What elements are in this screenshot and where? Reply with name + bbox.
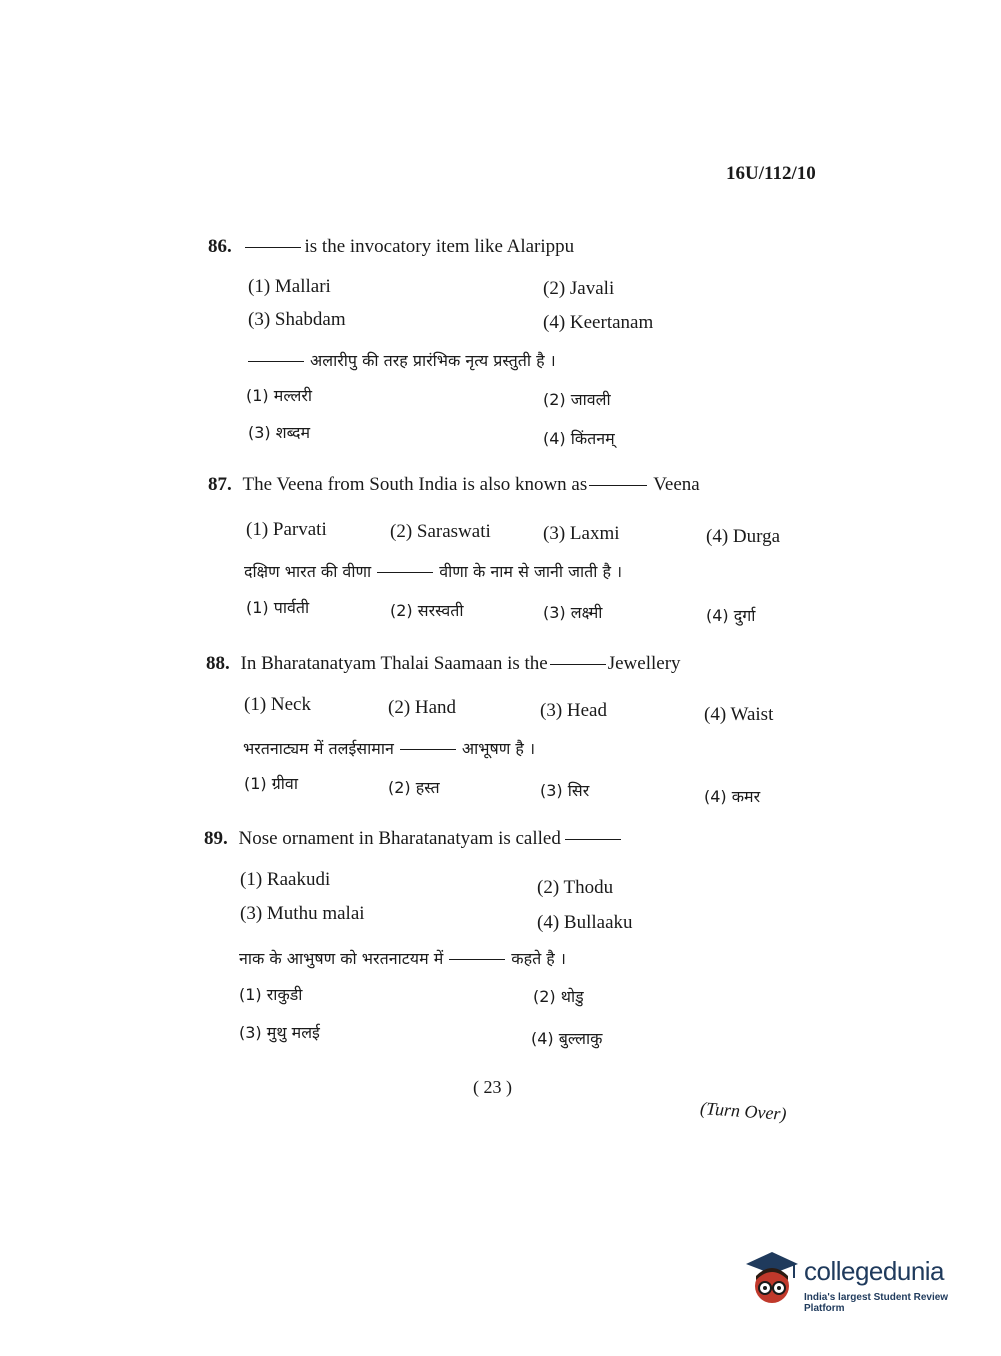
brand-name: collegedunia bbox=[804, 1256, 945, 1286]
q87-option-4: (4) Durga bbox=[706, 526, 781, 547]
q86-hindi-option-3: (3) शब्दम bbox=[248, 423, 311, 442]
q87-question bbox=[208, 474, 700, 496]
q89-hindi-option-4: (4) बुल्लाकु bbox=[531, 1029, 603, 1048]
q88-hindi-option-1: (1) ग्रीवा bbox=[244, 774, 298, 793]
q86-option-3: (3) Shabdam bbox=[248, 309, 346, 330]
q88-option-2: (2) Hand bbox=[388, 697, 457, 718]
q87-option-2: (2) Saraswati bbox=[390, 521, 491, 542]
q87-text-post: Veena bbox=[653, 474, 700, 495]
q86-hindi-blank bbox=[248, 360, 304, 362]
q88-hindi-question bbox=[243, 737, 535, 759]
q87-hindi-option-1: (1) पार्वती bbox=[246, 598, 310, 617]
q86-option-2: (2) Javali bbox=[543, 278, 615, 299]
q88-option-4: (4) Waist bbox=[704, 704, 774, 725]
collegedunia-watermark bbox=[742, 1250, 972, 1314]
q89-option-2: (2) Thodu bbox=[537, 877, 614, 898]
q86-hindi-question bbox=[248, 349, 556, 371]
q87-hindi-option-3: (3) लक्ष्मी bbox=[543, 603, 603, 622]
q87-number: 87. bbox=[208, 474, 232, 495]
q87-hindi-blank bbox=[377, 571, 433, 573]
q86-option-1: (1) Mallari bbox=[248, 276, 331, 297]
q86-number: 86. bbox=[208, 236, 232, 257]
q86-hindi-text: अलारीपु की तरह प्रारंभिक नृत्य प्रस्तुती है । bbox=[310, 351, 556, 370]
q89-text-pre: Nose ornament in Bharatanatyam is called bbox=[238, 828, 561, 849]
q87-hindi-option-2: (2) सरस्वती bbox=[390, 601, 464, 620]
q89-hindi-post: कहते है । bbox=[511, 949, 566, 968]
q87-hindi-post: वीणा के नाम से जानी जाती है । bbox=[439, 562, 623, 581]
paper-code: 16U/112/10 bbox=[726, 163, 816, 184]
q88-number: 88. bbox=[206, 653, 230, 674]
q87-option-1: (1) Parvati bbox=[246, 519, 327, 540]
q87-hindi-pre: दक्षिण भारत की वीणा bbox=[244, 562, 372, 581]
q88-hindi-option-4: (4) कमर bbox=[704, 787, 761, 806]
q87-hindi-question bbox=[244, 560, 622, 582]
q87-hindi-option-4: (4) दुर्गा bbox=[706, 606, 756, 625]
q88-hindi-pre: भरतनाट्यम में तलईसामान bbox=[243, 739, 394, 758]
q86-text: is the invocatory item like Alarippu bbox=[304, 236, 575, 257]
brand-tagline: India's largest Student Review Platform bbox=[804, 1292, 949, 1314]
q86-question bbox=[208, 236, 574, 258]
q88-question bbox=[206, 653, 681, 675]
q86-blank bbox=[245, 246, 301, 248]
q86-hindi-option-1: (1) मल्लरी bbox=[246, 386, 313, 405]
q89-hindi-pre: नाक के आभुषण को भरतनाटयम में bbox=[239, 949, 444, 968]
q89-option-4: (4) Bullaaku bbox=[537, 912, 633, 933]
q88-option-3: (3) Head bbox=[540, 700, 607, 721]
q87-blank bbox=[589, 484, 647, 486]
mascot-icon bbox=[742, 1250, 802, 1312]
q88-hindi-option-2: (2) हस्त bbox=[388, 778, 440, 797]
q88-hindi-option-3: (3) सिर bbox=[540, 781, 590, 800]
q88-hindi-blank bbox=[400, 748, 456, 750]
q89-hindi-blank bbox=[449, 958, 505, 960]
q88-blank bbox=[550, 663, 606, 665]
turn-over-note: (Turn Over) bbox=[699, 1098, 788, 1124]
q89-hindi-question bbox=[239, 947, 566, 969]
q88-hindi-post: आभूषण है । bbox=[461, 739, 536, 758]
page-number: ( 23 ) bbox=[473, 1077, 512, 1097]
q89-hindi-option-1: (1) राकुडी bbox=[239, 985, 303, 1004]
q89-hindi-option-2: (2) थोडु bbox=[533, 987, 584, 1006]
q87-option-3: (3) Laxmi bbox=[543, 523, 620, 544]
q89-option-1: (1) Raakudi bbox=[240, 869, 331, 890]
q87-text-pre: The Veena from South India is also known as bbox=[242, 474, 588, 495]
q86-hindi-option-4: (4) किंतनम् bbox=[543, 429, 615, 448]
q88-text-pre: In Bharatanatyam Thalai Saamaan is the bbox=[240, 653, 548, 674]
q88-text-post: Jewellery bbox=[607, 653, 681, 674]
q89-number: 89. bbox=[204, 828, 228, 849]
q89-option-3: (3) Muthu malai bbox=[240, 903, 365, 924]
q88-option-1: (1) Neck bbox=[244, 694, 311, 715]
q86-hindi-option-2: (2) जावली bbox=[543, 390, 611, 409]
q89-question bbox=[204, 828, 621, 850]
q89-blank bbox=[565, 838, 621, 840]
q89-hindi-option-3: (3) मुथु मलई bbox=[239, 1023, 320, 1042]
q86-option-4: (4) Keertanam bbox=[543, 312, 654, 333]
